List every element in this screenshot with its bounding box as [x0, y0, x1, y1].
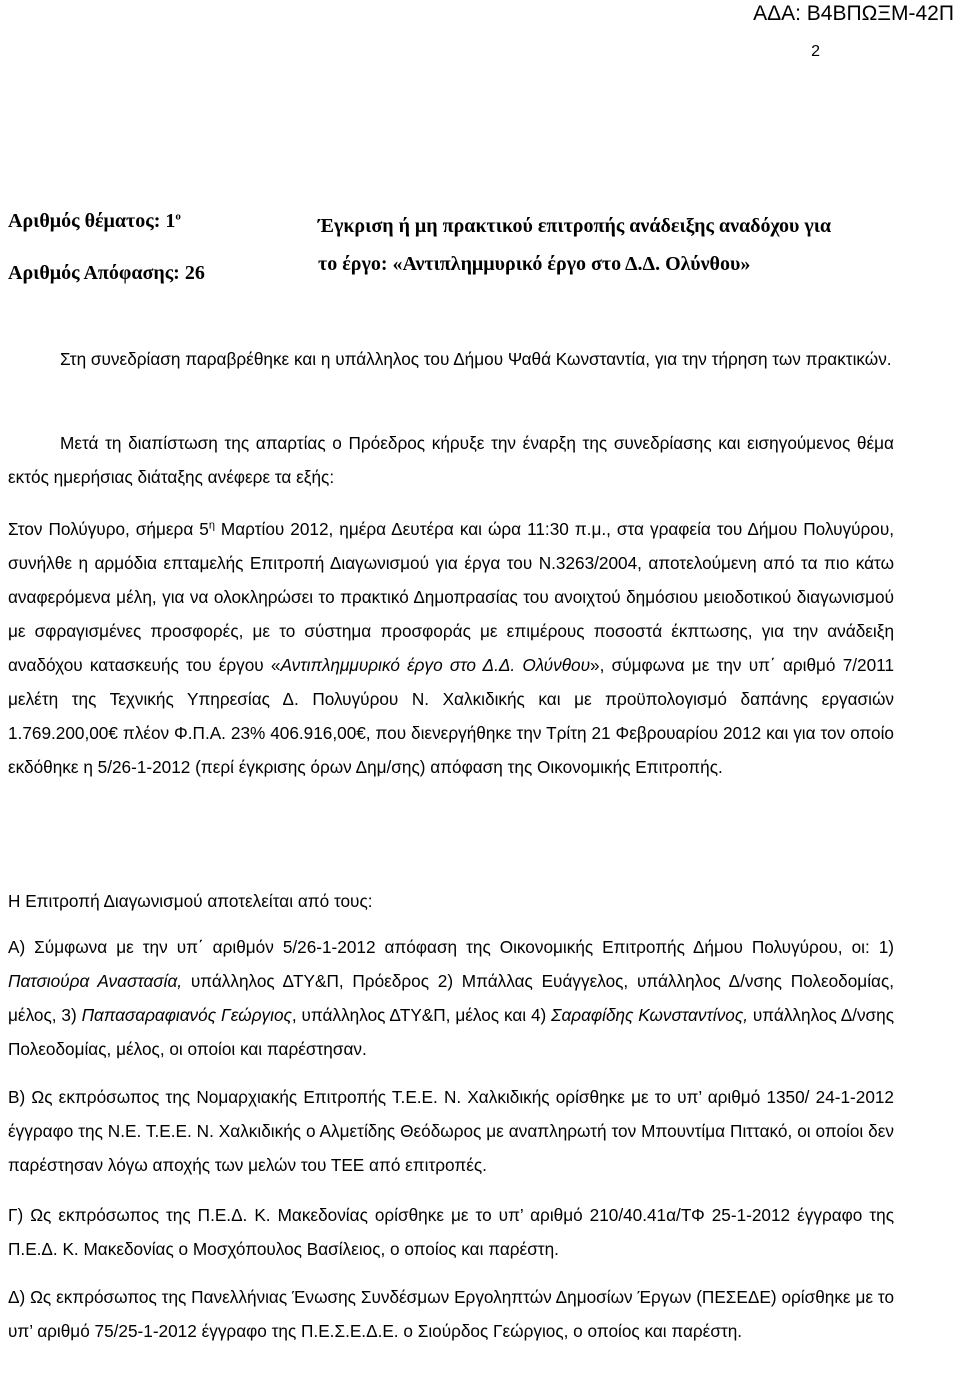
- meeting-text-a: Στον Πολύγυρο, σήμερα 5: [8, 519, 209, 539]
- meeting-sup: η: [208, 519, 215, 532]
- paragraph-attendance: Στη συνεδρίαση παραβρέθηκε και η υπάλληλος του Δήμου Ψαθά Κωνσταντία, για την τήρηση των πρακτικών.: [60, 349, 892, 369]
- paragraph-opening: Μετά τη διαπίστωση της απαρτίας ο Πρόεδρος κήρυξε την έναρξη της συνεδρίασης και εισηγούμενος θέμα εκτός ημερήσιας διάταξης ανέφερε τα εξής:: [8, 433, 894, 487]
- paragraph-committee-meeting: [8, 512, 894, 784]
- member-a-text-1: Α) Σύμφωνα με την υπ΄ αριθμόν 5/26-1-2012 απόφαση της Οικονομικής Επιτροπής Δήμου Πολυγύρου, οι: 1): [8, 937, 894, 957]
- topic-number-label: Αριθμός θέματος: 1: [8, 210, 176, 232]
- paragraph-committee-intro: Η Επιτροπή Διαγωνισμού αποτελείται από τους:: [8, 891, 373, 911]
- topic-number: [8, 210, 181, 233]
- member-a-name-3: Παπασαραφιανός Γεώργιος: [81, 1005, 292, 1025]
- meeting-text-b: Μαρτίου 2012, ημέρα Δευτέρα και ώρα 11:30 π.μ., στα γραφεία του Δήμου Πολυγύρου, συνήλθε η αρμόδια επταμελής Επιτροπή Διαγωνισμού για έργα του Ν.3263/2004, αποτελούμενη από τα πιο κάτω αναφερόμενα μέλη, για να ολοκληρώσει το πρακτικό Δημοπρασίας του ανοιχτού δημόσιου μειοδοτικού διαγωνισμού με σφραγισμένες προσφορές, με το σύστημα προσφοράς με επιμέρους ποσοστά έκπτωσης, για την ανάδειξη αναδόχου κατασκευής του έργου «: [8, 519, 894, 675]
- meeting-text-c: », σύμφωνα με την υπ΄ αριθμό 7/2011 μελέτη της Τεχνικής Υπηρεσίας Δ. Πολυγύρου Ν. Χαλκιδικής και με προϋπολογισμό δαπάνης εργασιών 1.769.200,00€ πλέον Φ.Π.Α. 23% 406.916,00€, που διενεργήθηκε την Τρίτη 21 Φεβρουαρίου 2012 και για τον οποίο εκδόθηκε η 5/26-1-2012 (περί έγκρισης όρων Δημ/σης) απόφαση της Οικονομικής Επιτροπής.: [8, 655, 895, 777]
- topic-title-line2: το έργο: «Αντιπλημμυρικό έργο στο Δ.Δ. Ολύνθου»: [318, 253, 751, 275]
- member-a-name-4: Σαραφίδης Κωνσταντίνος,: [551, 1005, 748, 1025]
- paragraph-member-d: Δ) Ως εκπρόσωπος της Πανελλήνιας Ένωσης Συνδέσμων Εργοληπτών Δημοσίων Έργων (ΠΕΣΕΔΕ) ορίσθηκε με το υπ’ αριθμό 75/25-1-2012 έγγραφο της Π.Ε.Σ.Ε.Δ.Ε. ο Σιούρδος Γεώργιος, ο οποίος και παρέστη.: [8, 1287, 894, 1341]
- paragraph-member-c: Γ) Ως εκπρόσωπος της Π.Ε.Δ. Κ. Μακεδονίας ορίσθηκε με το υπ’ αριθμό 210/40.41α/ΤΦ 25-1-2012 έγγραφο της Π.Ε.Δ. Κ. Μακεδονίας ο Μοσχόπουλος Βασίλειος, ο οποίος και παρέστη.: [8, 1205, 894, 1259]
- topic-title-line1: Έγκριση ή μη πρακτικού επιτροπής ανάδειξης αναδόχου για: [318, 215, 832, 237]
- page-number: 2: [811, 43, 820, 60]
- project-name: Αντιπλημμυρικό έργο στο Δ.Δ. Ολύνθου: [280, 655, 591, 675]
- topic-number-sup: ο: [175, 210, 181, 223]
- decision-number: Αριθμός Απόφασης: 26: [8, 262, 205, 284]
- member-a-name-1: Πατσιούρα Αναστασία,: [8, 971, 183, 991]
- member-a-text-3: , υπάλληλος ΔΤΥ&Π, μέλος και 4): [291, 1005, 552, 1025]
- topic-title: [318, 207, 893, 283]
- ada-code: ΑΔΑ: Β4ΒΠΩΞΜ-42Π: [753, 2, 954, 25]
- member-a-text-2: υπάλληλος ΔΤΥ&Π, Πρόεδρος 2) Μπάλλας Ευάγγελος, υπάλληλος Δ/νσης Πολεοδομίας, μέλος, 3): [8, 971, 895, 1025]
- member-a-text-4: υπάλληλος Δ/νσης Πολεοδομίας, μέλος, οι οποίοι και παρέστησαν.: [8, 1005, 894, 1059]
- paragraph-member-a: [8, 930, 894, 1066]
- paragraph-member-b: Β) Ως εκπρόσωπος της Νομαρχιακής Επιτροπής Τ.Ε.Ε. Ν. Χαλκιδικής ορίσθηκε με το υπ’ αριθμό 1350/ 24-1-2012 έγγραφο της Ν.Ε. Τ.Ε.Ε. Ν. Χαλκιδικής ο Αλμετίδης Θεόδωρος με αναπληρωτή τον Μπουντίμα Πιττακό, οι οποίοι δεν παρέστησαν λόγω αποχής των μελών του ΤΕΕ από επιτροπές.: [8, 1087, 894, 1175]
